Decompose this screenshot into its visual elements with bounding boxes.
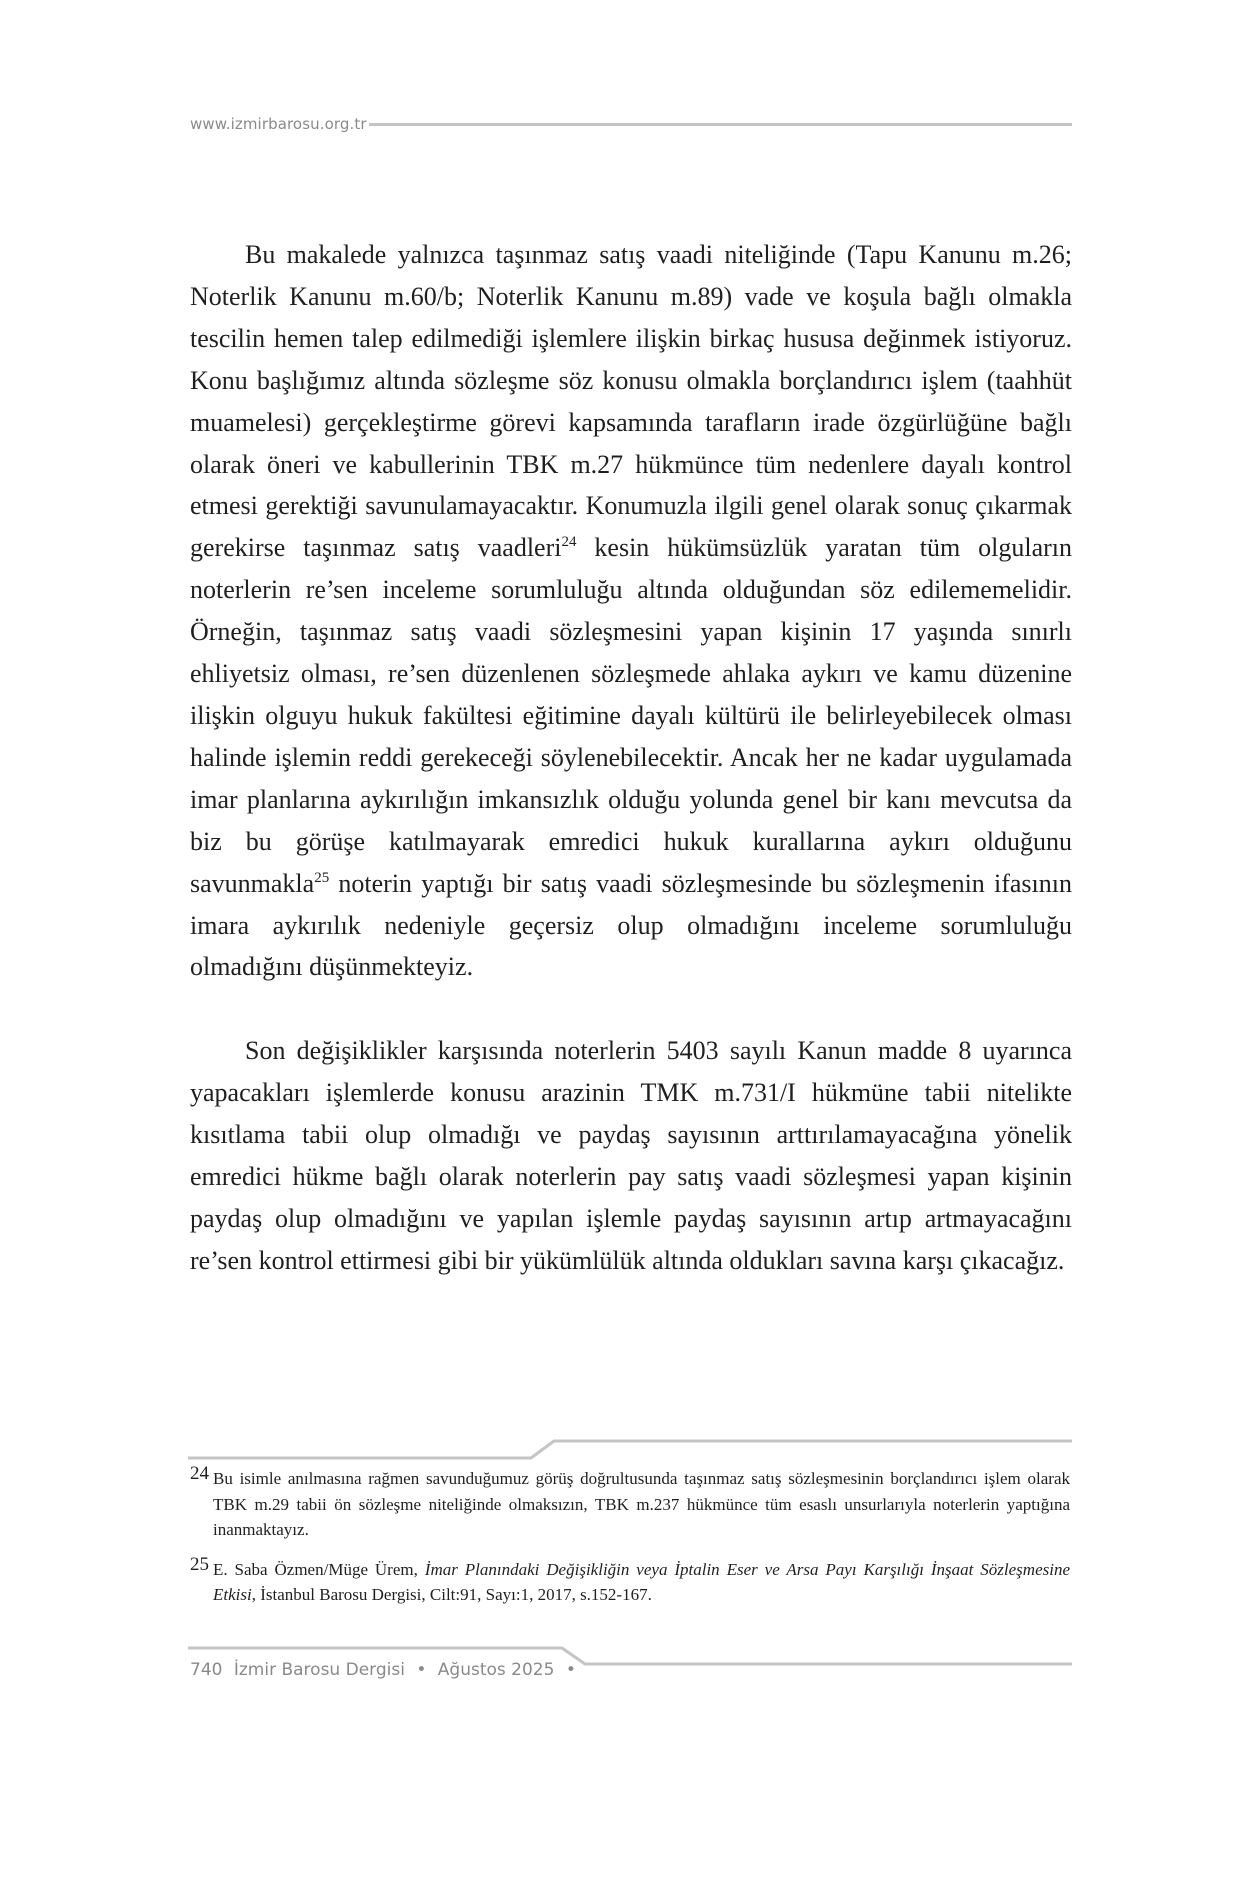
footnote-source: , İstanbul Barosu Dergisi, Cilt:91, Sayı:1, 2017, s.152-167. (251, 1585, 652, 1604)
footnote-text: Bu isimle anılmasına rağmen savunduğumuz görüş doğrultusunda taşınmaz satış sözleşmesinin borçlandırıcı işlem olarak TBK m.29 tabii ön sözleşme niteliğinde olmaksızın, TBK m.237 hükmünce tüm esaslı unsurlarıyla noterlerin yaptığına inanmaktayız. (213, 1469, 1070, 1539)
journal-name: İzmir Barosu Dergisi (233, 1660, 405, 1680)
issue-date: Ağustos 2025 (437, 1660, 555, 1680)
body-text (190, 234, 1072, 1282)
footnote-number: 25 (190, 1553, 209, 1575)
footnote-number: 24 (190, 1463, 209, 1484)
bullet-separator: • (416, 1660, 427, 1680)
paragraph-2: Son değişiklikler karşısında noterlerin 5403 sayılı Kanun madde 8 uyarınca yapacakları işlemlerde konusu arazinin TMK m.731/I hükmüne tabii nitelikte kısıtlama tabii olup olmadığı ve paydaş sayısının arttırılamayacağına yönelik emredici hükme bağlı olarak noterlerin pay satış vaadi sözleşmesi yapan kişinin paydaş olup olmadığını ve yapılan işlemle paydaş sayısının artıp artmayacağını re’sen kontrol ettirmesi gibi bir yükümlülük altında oldukları savına karşı çıkacağız. (190, 1036, 1072, 1275)
footnote-ref-25[interactable]: 25 (314, 869, 330, 886)
footnote-author: E. Saba Özmen/Müge Ürem, (213, 1559, 425, 1579)
header-rule (369, 123, 1072, 126)
page-header (190, 112, 1072, 136)
footnote-ref-24[interactable]: 24 (561, 534, 577, 551)
footnotes (190, 1463, 1070, 1622)
header-url: www.izmirbarosu.org.tr (190, 115, 367, 133)
footnote-text (210, 1557, 1070, 1608)
paragraph-1-part-1: Bu makalede yalnızca taşınmaz satış vaadi niteliğinde (Tapu Kanunu m.26; Noterlik Kanunu m.60/b; Noterlik Kanunu m.89) vade ve koşula bağlı olmakla tescilin hemen talep edilmediği işlemlere ilişkin birkaç hususa değinmek istiyoruz. Konu başlığımız altında sözleşme söz konusu olmakla borçlandırıcı işlem (taahhüt muamelesi) gerçekleştirme görevi kapsamında tarafların irade özgürlüğüne bağlı olarak öneri ve kabullerinin TBK m.27 hükmünce tüm nedenlere dayalı kontrol etmesi gerektiği savunulamayacaktır. Konumuzla ilgili genel olarak sonuç çıkarmak gerekirse taşınmaz satış vaadleri (190, 240, 1072, 563)
footnote-title: İmar Planındaki Değişikliğin veya İptalin Eser ve Arsa Payı Karşılığı İnşaat Sözleşmesine Etkisi (213, 1559, 1070, 1604)
page-footer (190, 1660, 582, 1680)
trailing-bullet: • (565, 1660, 576, 1680)
paragraph-1 (190, 234, 1072, 988)
paragraph-1-part-2: kesin hükümsüzlük yaratan tüm olguların noterlerin re’sen inceleme sorumluluğu altında olduğundan söz edilememelidir. Örneğin, taşınmaz satış vaadi sözleşmesini yapan kişinin 17 yaşında sınırlı ehliyetsiz olması, re’sen düzenlenen sözleşmede ahlaka aykırı ve kamu düzenine ilişkin olguyu hukuk fakültesi eğitimine dayalı kültürü ile belirleyebilecek olması halinde işlemin reddi gerekeceği söylenebilecektir. Ancak her ne kadar uygulamada imar planlarına aykırılığın imkansızlık olduğu yolunda genel bir kanı mevcutsa da biz bu görüşe katılmayarak emredici hukuk kurallarına aykırı olduğunu savunmakla (190, 533, 1072, 898)
page-number: 740 (190, 1660, 223, 1680)
footnote-24 (190, 1463, 1070, 1543)
footnote-separator (188, 1436, 1072, 1462)
paragraph-1-part-3: noterin yaptığı bir satış vaadi sözleşmesinde bu sözleşmenin ifasının imara aykırılık nedeniyle geçersiz olup olmadığını inceleme sorumluluğu olmadığını düşünmekteyiz. (190, 868, 1072, 982)
footnote-25 (190, 1553, 1070, 1608)
